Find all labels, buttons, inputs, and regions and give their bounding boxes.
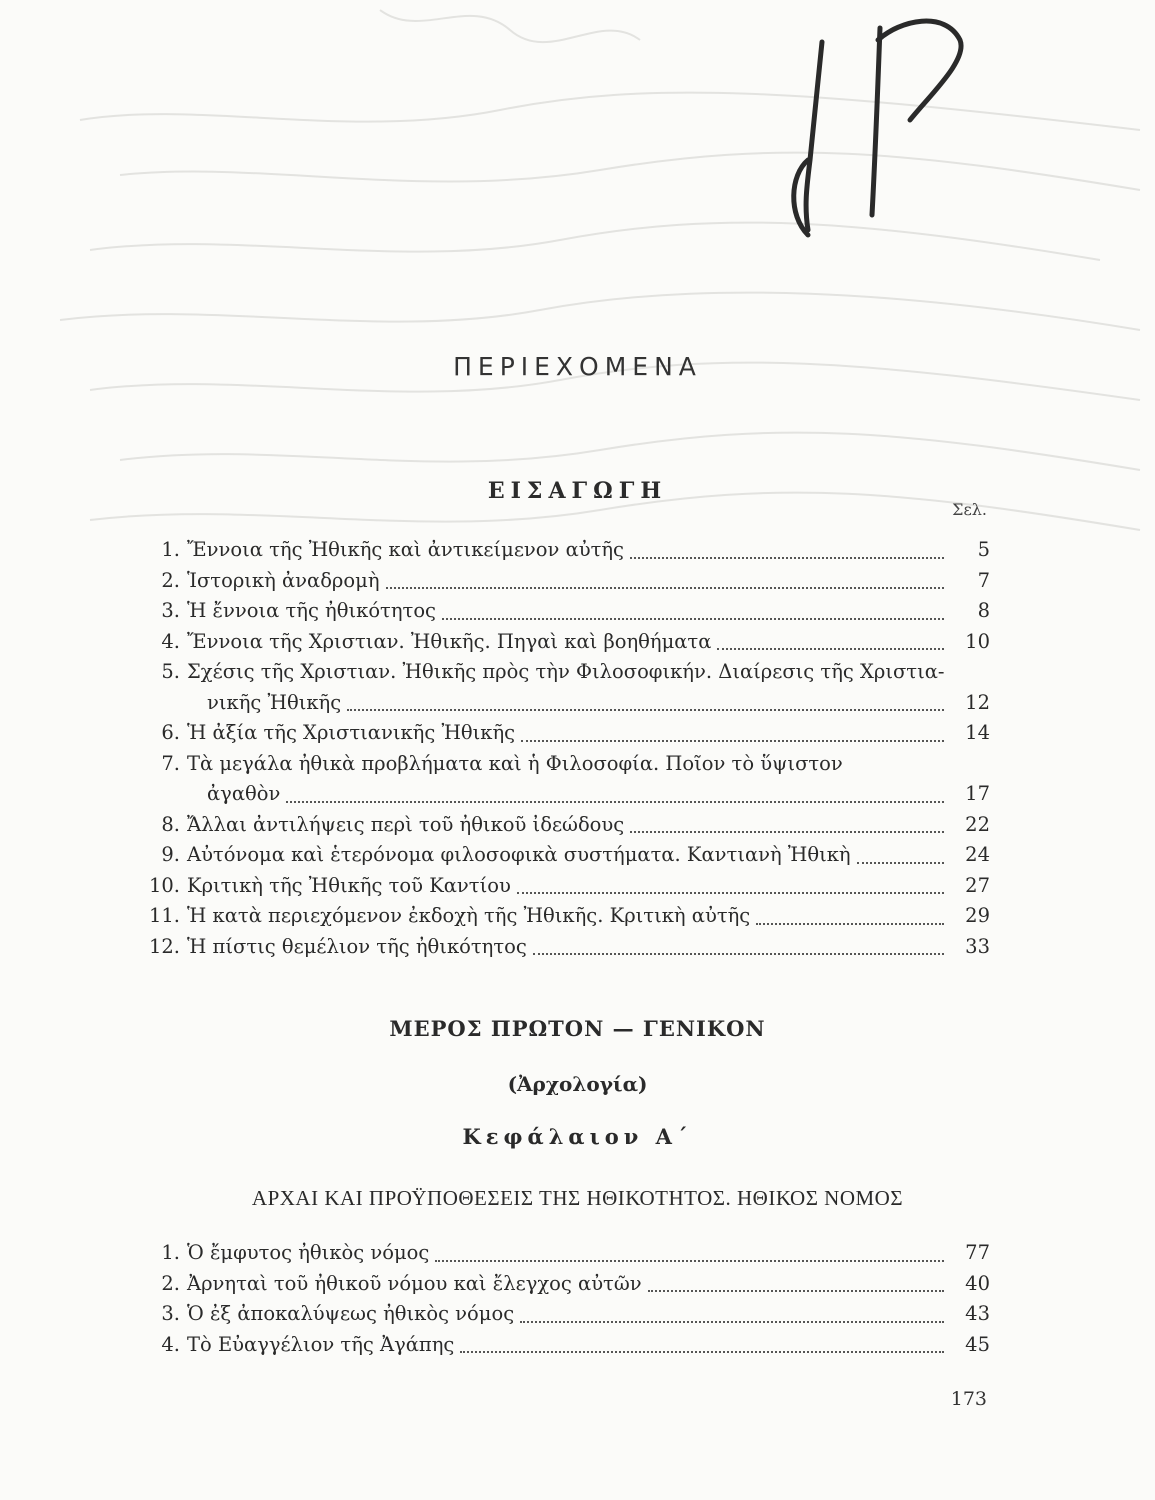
introduction-toc <box>135 535 990 962</box>
toc-entry-title: Ἄλλαι ἀντιλήψεις περὶ τοῦ ἠθικοῦ ἰδεώδους <box>187 812 625 836</box>
leader-dots <box>533 952 944 955</box>
chapter-title: ΑΡΧΑΙ ΚΑΙ ΠΡΟΫΠΟΘΕΣΕΙΣ ΤΗΣ ΗΘΙΚΟΤΗΤΟΣ. ΗΘΙΚΟΣ ΝΟΜΟΣ <box>251 1186 904 1210</box>
toc-entry-number: 10. <box>148 873 180 897</box>
toc-entry-page: 43 <box>965 1302 990 1325</box>
toc-entry-number: 2. <box>161 568 180 592</box>
toc-entry-title: Τὸ Εὐαγγέλιον τῆς Ἀγάπης <box>187 1332 455 1356</box>
toc-entry <box>135 749 990 780</box>
toc-entry-page: 29 <box>965 904 990 927</box>
toc-entry-title: Ἀρνηταὶ τοῦ ἠθικοῦ νόμου καὶ ἔλεγχος αὐτῶν <box>187 1271 642 1295</box>
toc-entry-page: 7 <box>977 568 990 592</box>
toc-entry-page: 45 <box>965 1332 990 1356</box>
toc-entry-page: 33 <box>965 934 990 958</box>
toc-entry-page: 14 <box>965 721 990 744</box>
toc-entry-title-continued: νικῆς Ἠθικῆς <box>207 690 342 714</box>
leader-dots <box>460 1350 944 1353</box>
toc-entry <box>135 1269 990 1300</box>
toc-entry-continuation <box>135 688 990 719</box>
toc-entry-page: 12 <box>965 690 990 714</box>
toc-entry-page: 27 <box>965 873 990 897</box>
introduction-heading: ΕΙΣΑΓΩΓΗ <box>487 478 668 504</box>
leader-dots <box>286 800 944 803</box>
toc-entry-title: Ὁ ἐξ ἀποκαλύψεως ἠθικὸς νόμος <box>187 1302 515 1325</box>
toc-entry-title: Ἔννοια τῆς Χριστιαν. Ἠθικῆς. Πηγαὶ καὶ βοηθήματα <box>187 629 712 653</box>
toc-entry-number: 3. <box>161 599 180 622</box>
page-column-label: Σελ. <box>952 500 987 519</box>
toc-entry-title: Ἡ κατὰ περιεχόμενον ἐκδοχὴ τῆς Ἠθικῆς. Κριτικὴ αὐτῆς <box>187 904 751 927</box>
toc-entry-page: 5 <box>977 538 990 561</box>
toc-entry-number: 1. <box>161 1241 180 1264</box>
toc-entry-page: 22 <box>965 812 990 836</box>
toc-entry-number: 4. <box>161 1332 180 1356</box>
leader-dots <box>386 586 945 589</box>
toc-entry <box>135 596 990 627</box>
toc-entry-number: 5. <box>161 660 180 683</box>
toc-entry <box>135 810 990 841</box>
leader-dots <box>435 1259 944 1262</box>
toc-entry <box>135 901 990 932</box>
toc-entry-page: 77 <box>965 1241 990 1264</box>
toc-entry <box>135 932 990 963</box>
toc-entry <box>135 718 990 749</box>
toc-entry-title: Ἱστορικὴ ἀναδρομὴ <box>187 568 380 592</box>
toc-entry-title: Τὰ μεγάλα ἠθικὰ προβλήματα καὶ ἡ Φιλοσοφία. Ποῖον τὸ ὕψιστον <box>187 751 843 775</box>
chapter-label: Κεφάλαιον Α΄ <box>462 1124 693 1149</box>
leader-dots <box>630 556 944 559</box>
toc-entry-number: 8. <box>161 812 180 836</box>
toc-entry-number: 9. <box>161 843 180 866</box>
leader-dots <box>717 647 944 650</box>
leader-dots <box>756 922 944 925</box>
toc-entry-page: 17 <box>965 782 990 805</box>
leader-dots <box>630 830 944 833</box>
toc-entry-title: Σχέσις τῆς Χριστιαν. Ἠθικῆς πρὸς τὴν Φιλοσοφικήν. Διαίρεσις τῆς Χριστια- <box>187 660 945 683</box>
toc-entry-number: 3. <box>161 1302 180 1325</box>
toc-entry-title: Ἔννοια τῆς Ἠθικῆς καὶ ἀντικείμενον αὐτῆς <box>187 538 624 561</box>
toc-entry-number: 2. <box>161 1271 180 1295</box>
toc-entry-number: 11. <box>148 904 180 927</box>
toc-entry-page: 40 <box>965 1271 990 1295</box>
toc-entry-title: Ὁ ἔμφυτος ἠθικὸς νόμος <box>187 1241 430 1264</box>
toc-entry-continuation <box>135 779 990 810</box>
toc-entry <box>135 1299 990 1330</box>
toc-entry <box>135 627 990 658</box>
toc-entry <box>135 840 990 871</box>
toc-entry <box>135 566 990 597</box>
leader-dots <box>521 739 944 742</box>
toc-entry-number: 7. <box>161 751 180 775</box>
toc-entry <box>135 871 990 902</box>
toc-entry-number: 4. <box>161 629 180 653</box>
page-number: 173 <box>950 1388 987 1410</box>
toc-entry-number: 6. <box>161 721 180 744</box>
toc-entry-title: Ἡ ἔννοια τῆς ἠθικότητος <box>187 599 436 622</box>
leader-dots <box>648 1289 944 1292</box>
leader-dots <box>442 617 944 620</box>
leader-dots <box>520 1320 944 1323</box>
part-one-subheading: (Ἀρχολογία) <box>507 1072 648 1096</box>
toc-entry-title: Κριτικὴ τῆς Ἠθικῆς τοῦ Καντίου <box>187 873 511 897</box>
toc-entry-page: 24 <box>965 843 990 866</box>
toc-entry <box>135 535 990 566</box>
leader-dots <box>517 891 944 894</box>
toc-entry-title: Αὐτόνομα καὶ ἑτερόνομα φιλοσοφικὰ συστήματα. Καντιανὴ Ἠθικὴ <box>187 843 851 866</box>
toc-entry-page: 8 <box>977 599 990 622</box>
toc-entry <box>135 657 990 688</box>
leader-dots <box>857 861 944 864</box>
chapter-a-toc <box>135 1238 990 1360</box>
toc-entry-number: 12. <box>148 934 180 958</box>
toc-entry <box>135 1238 990 1269</box>
handwritten-number-17 <box>760 0 1010 270</box>
toc-entry-title: Ἡ πίστις θεμέλιον τῆς ἠθικότητος <box>187 934 527 958</box>
page-title: ΠΕΡΙΕΧΟΜΕΝΑ <box>453 352 702 381</box>
toc-entry-title-continued: ἀγαθὸν <box>207 782 281 805</box>
toc-entry-number: 1. <box>161 538 180 561</box>
toc-entry-title: Ἡ ἀξία τῆς Χριστιανικῆς Ἠθικῆς <box>187 721 516 744</box>
part-one-heading: ΜΕΡΟΣ ΠΡΩΤΟΝ — ΓΕΝΙΚΟΝ <box>389 1016 766 1041</box>
toc-entry-page: 10 <box>965 629 990 653</box>
leader-dots <box>347 708 944 711</box>
toc-entry <box>135 1330 990 1361</box>
